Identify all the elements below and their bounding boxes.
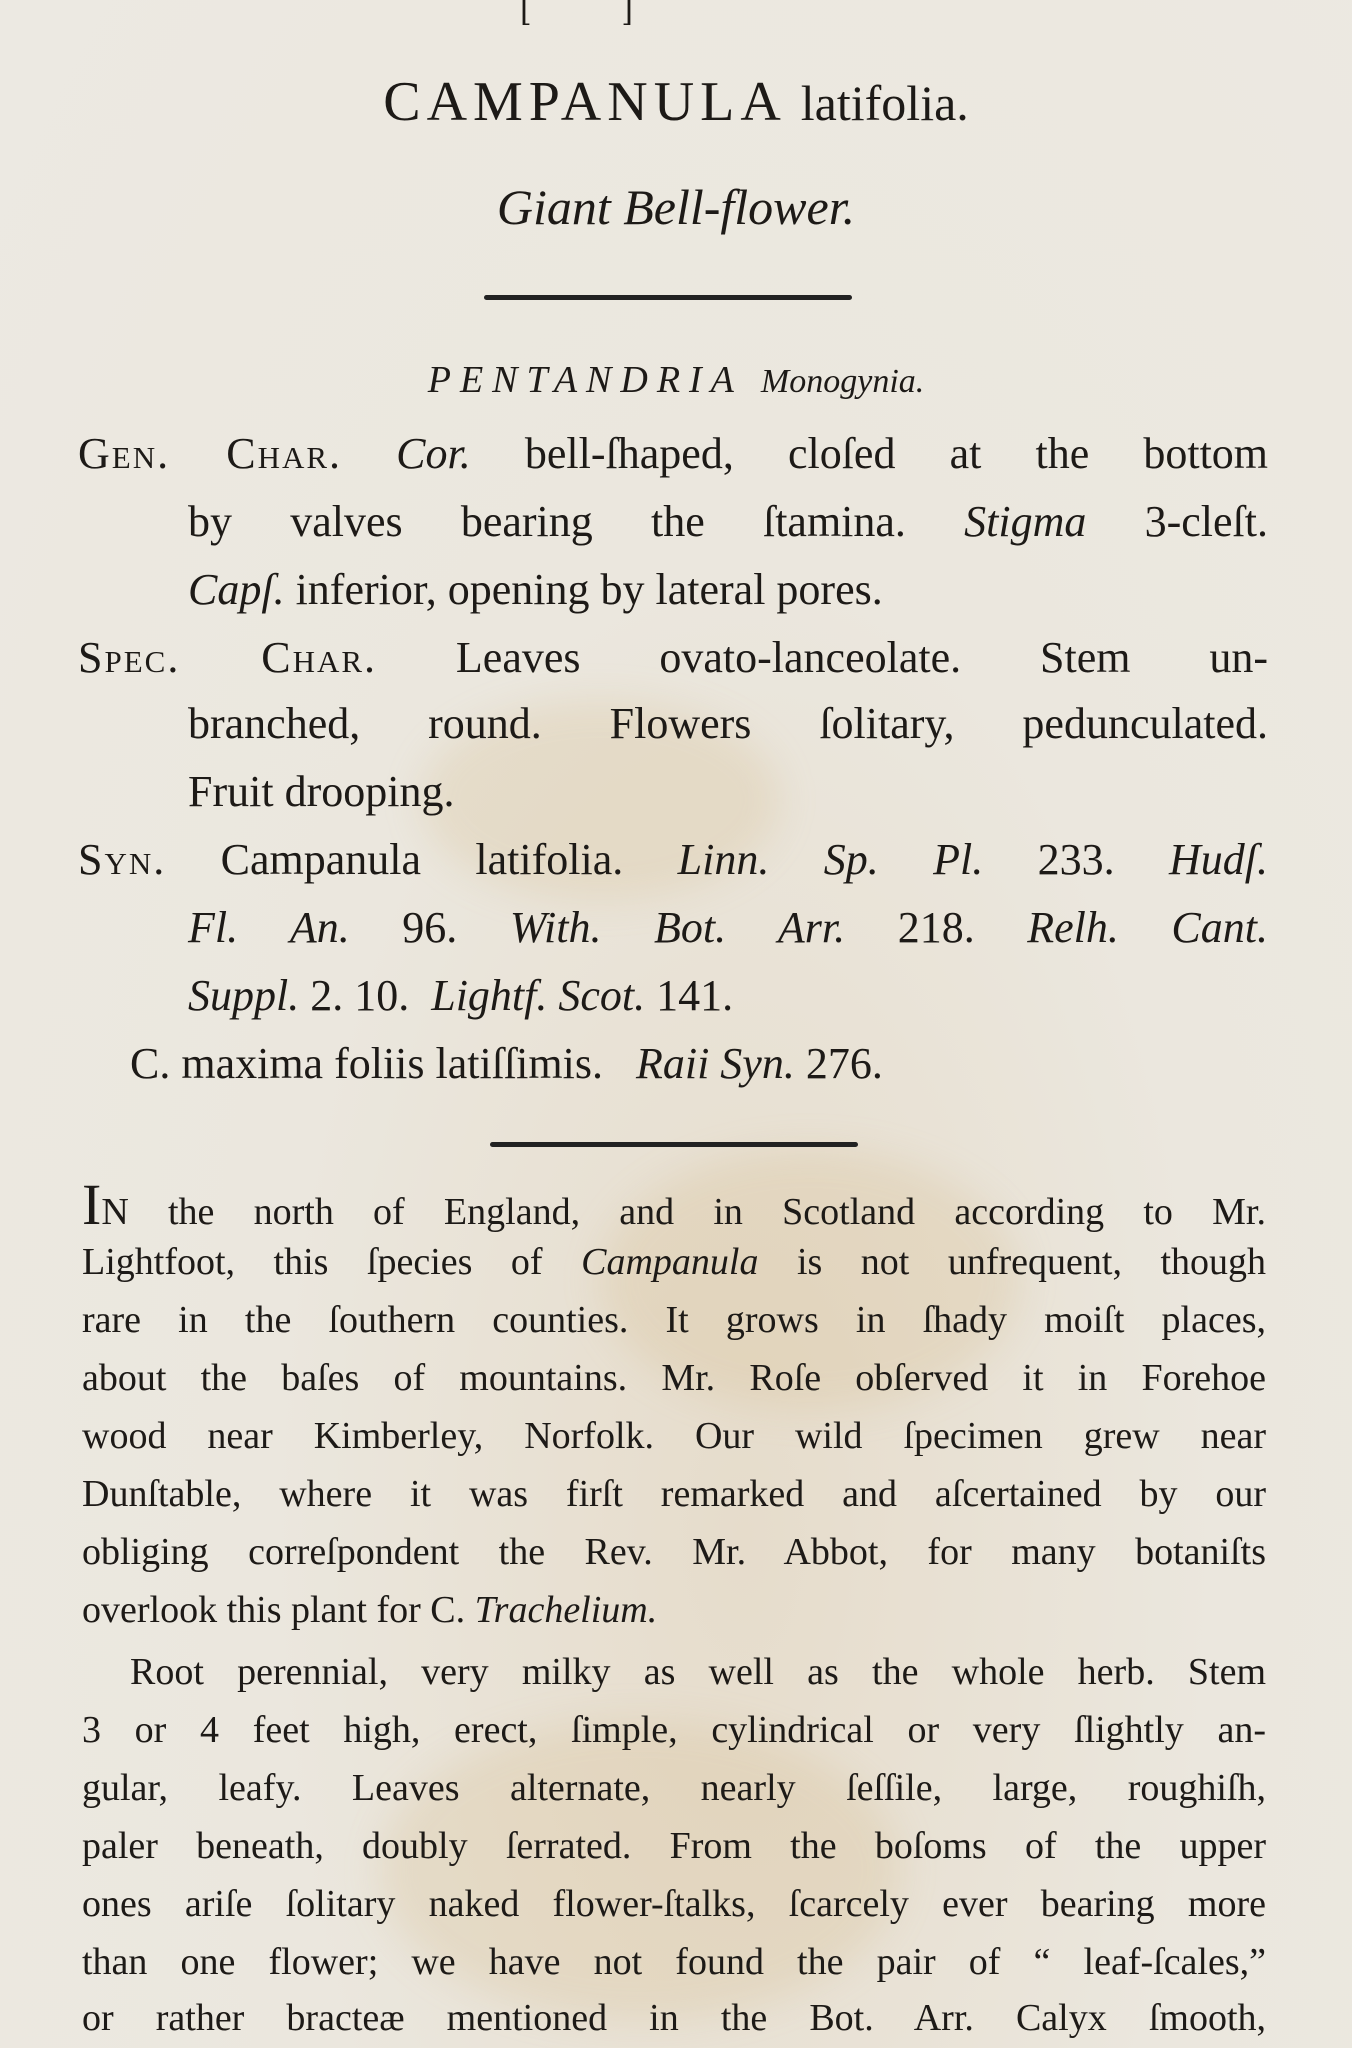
running-head: [ ] xyxy=(520,0,673,29)
body-text: Lightfoot, this ſpecies of xyxy=(82,1241,543,1283)
gen-char-line-1 xyxy=(78,428,1268,479)
syn-ref: With. Bot. Arr. xyxy=(509,903,846,952)
spec-char-line-3: Fruit drooping. xyxy=(188,767,455,816)
body-line: than one flower; we have not found the pair of “ leaf-ſcales,” xyxy=(82,1941,1266,1983)
gen-char-text: inferior, opening by lateral pores. xyxy=(295,565,883,614)
linnaean-class: PENTANDRIA xyxy=(427,359,743,401)
body-line xyxy=(82,1172,1266,1237)
body-line: 3 or 4 feet high, erect, ſimple, cylindrical or very ſlightly an- xyxy=(82,1709,1266,1751)
spec-char-line-1 xyxy=(78,632,1268,683)
gen-char-text: 3-cleſt. xyxy=(1144,497,1268,546)
syn-text: 233. xyxy=(1037,835,1115,884)
gen-char-stigma: Stigma xyxy=(964,497,1087,546)
title-species: latifolia. xyxy=(800,75,969,131)
spec-char-label: Spec. Char. xyxy=(78,633,378,682)
divider-rule xyxy=(484,295,852,300)
gen-char-label: Gen. Char. xyxy=(78,429,343,478)
body-line: Root perennial, very milky as well as the whole herb. Stem xyxy=(130,1651,1266,1693)
body-text: N the north of England, and in Scotland according to Mr. xyxy=(101,1191,1266,1233)
body-line xyxy=(82,1240,1266,1284)
divider-rule xyxy=(490,1142,858,1147)
body-line xyxy=(82,1588,1266,1632)
gen-char-text: bell-ſhaped, cloſed at the bottom xyxy=(524,429,1269,478)
body-italic: Campanula xyxy=(581,1241,759,1283)
syn-line-4 xyxy=(130,1038,1320,1089)
spec-char-text: Leaves ovato-lanceolate. Stem un- xyxy=(455,633,1268,682)
syn-ref: Lightf. Scot. xyxy=(431,971,646,1020)
syn-ref: Relh. Cant. xyxy=(1027,903,1268,952)
body-line: obliging correſpondent the Rev. Mr. Abbot, for many botaniſts xyxy=(82,1531,1266,1573)
syn-text: C. maxima foliis latiſſimis. xyxy=(130,1039,603,1088)
syn-label: Syn. xyxy=(78,835,167,884)
body-text: overlook this plant for C. xyxy=(82,1589,466,1631)
body-line: Dunſtable, where it was firſt remarked and aſcertained by our xyxy=(82,1473,1266,1515)
common-name: Giant Bell-flower. xyxy=(496,179,856,235)
title-genus: CAMPANULA xyxy=(383,71,787,133)
syn-ref: Fl. An. xyxy=(188,903,350,952)
body-line: rare in the ſouthern counties. It grows in ſhady moiſt places, xyxy=(82,1299,1266,1341)
body-italic: Trachelium. xyxy=(474,1589,658,1631)
syn-line-1 xyxy=(78,834,1268,885)
body-line: ones ariſe ſolitary naked flower-ſtalks, ſcarcely ever bearing more xyxy=(82,1883,1266,1925)
syn-ref: Hudſ. xyxy=(1169,835,1268,884)
body-line: paler beneath, doubly ſerrated. From the boſoms of the upper xyxy=(82,1825,1266,1867)
syn-text: 218. xyxy=(897,903,975,952)
body-text: is not unfrequent, though xyxy=(796,1241,1267,1283)
linnaean-order: Monogynia. xyxy=(760,363,925,400)
gen-char-line-3 xyxy=(188,564,1268,615)
syn-ref: Raii Syn. xyxy=(635,1039,795,1088)
classification xyxy=(0,358,1352,402)
body-line: wood near Kimberley, Norfolk. Our wild ſpecimen grew near xyxy=(82,1415,1266,1457)
gen-char-line-2 xyxy=(188,496,1268,547)
syn-ref: Linn. Sp. Pl. xyxy=(677,835,984,884)
spec-char-line-2: branched, round. Flowers ſolitary, pedunculated. xyxy=(188,699,1268,748)
body-line: or rather bracteæ mentioned in the Bot. Arr. Calyx ſmooth, xyxy=(82,1997,1266,2039)
gen-char-caps: Capſ. xyxy=(188,565,285,614)
body-line: gular, leafy. Leaves alternate, nearly ſeſſile, large, roughiſh, xyxy=(82,1767,1266,1809)
syn-ref: Suppl. xyxy=(188,971,300,1020)
gen-char-cor: Cor. xyxy=(396,429,471,478)
syn-text: 276. xyxy=(805,1039,883,1088)
syn-line-2 xyxy=(188,902,1268,953)
syn-line-3 xyxy=(188,970,1268,1021)
syn-text: 141. xyxy=(656,971,734,1020)
body-line: about the baſes of mountains. Mr. Roſe obſerved it in Forehoe xyxy=(82,1357,1266,1399)
syn-text: 96. xyxy=(402,903,458,952)
drop-cap: I xyxy=(82,1172,102,1237)
gen-char-text: by valves bearing the ſtamina. xyxy=(188,497,906,546)
page-title xyxy=(0,70,1352,134)
syn-text: Campanula latifolia. xyxy=(220,835,624,884)
syn-text: 2. 10. xyxy=(310,971,410,1020)
